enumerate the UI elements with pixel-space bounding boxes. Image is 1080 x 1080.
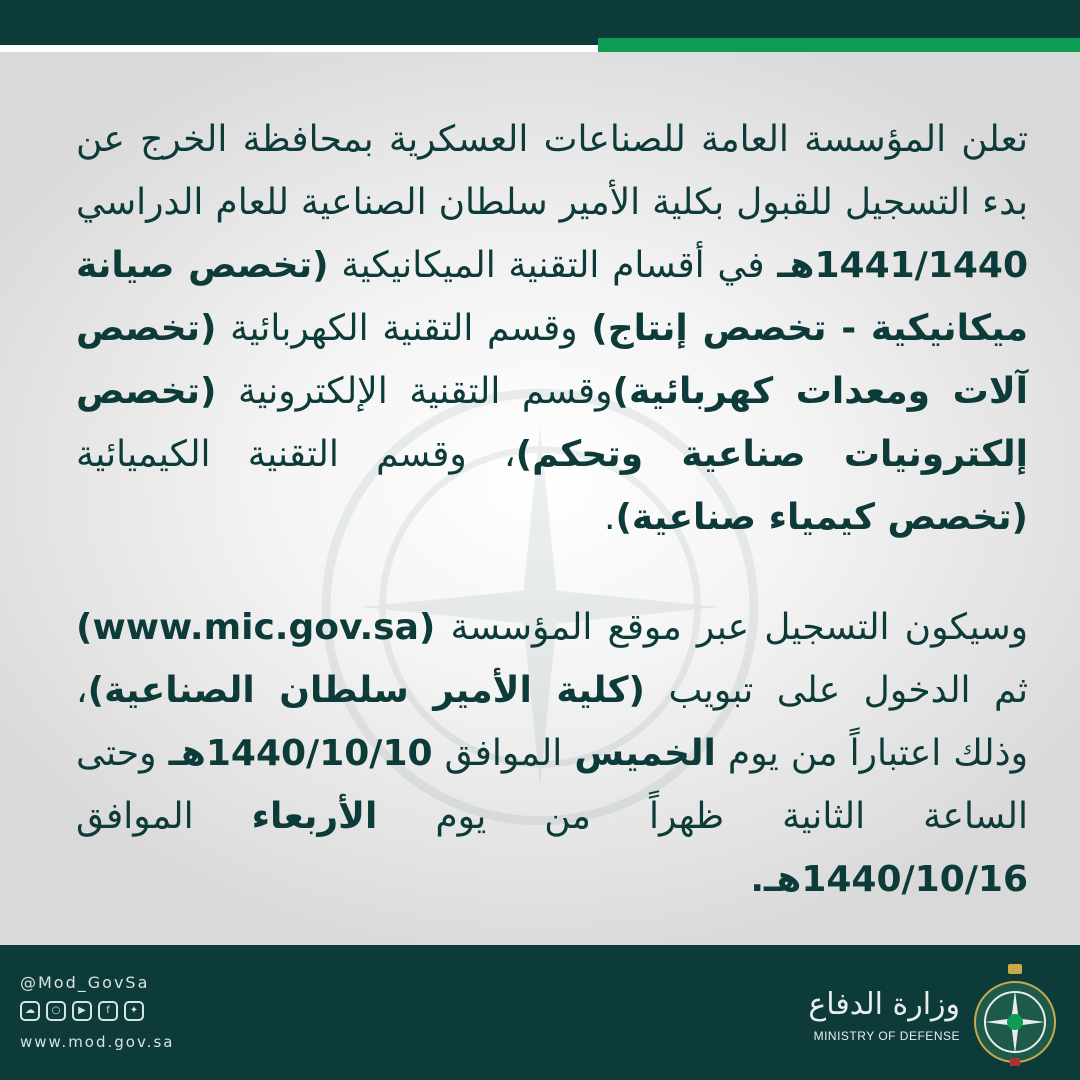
registration-paragraph: وسيكون التسجيل عبر موقع المؤسسة (www.mic.gov.sa) ثم الدخول على تبويب (كلية الأمير سلطان الصناعية)، وذلك اعتباراً من يوم الخميس الموافق 1440/10/10هـ وحتى الساعة الثانية ظهراً من يوم الأربعاء الموافق 1440/10/16هـ.	[76, 607, 1029, 900]
footer	[0, 945, 1080, 1080]
instagram-icon[interactable]: ○	[46, 1001, 66, 1021]
start-day: الخميس	[574, 733, 716, 774]
chemical-specializations: (تخصص كيمياء صناعية)	[615, 497, 1028, 538]
top-accent-bar	[598, 38, 1080, 52]
website-link: (www.mic.gov.sa)	[76, 607, 436, 648]
website-url[interactable]: www.mod.gov.sa	[20, 1033, 175, 1051]
end-day: الأربعاء	[251, 796, 378, 837]
snapchat-icon[interactable]: ☁	[20, 1001, 40, 1021]
social-icons	[20, 1001, 144, 1021]
electrical-specializations: (تخصص آلات ومعدات كهربائية)	[76, 308, 1028, 412]
end-date: 1440/10/16هـ.	[750, 859, 1028, 900]
facebook-icon[interactable]: f	[98, 1001, 118, 1021]
social-handle[interactable]: @Mod_GovSa	[20, 973, 150, 992]
electronics-specializations: (تخصص إلكترونيات صناعية وتحكم)	[76, 371, 1029, 475]
mechanical-specializations: (تخصص صيانة ميكانيكية - تخصص إنتاج)	[76, 245, 1028, 349]
ministry-name-english: MINISTRY OF DEFENSE	[813, 1029, 960, 1043]
announcement-paragraph: تعلن المؤسسة العامة للصناعات العسكرية بمحافظة الخرج عن بدء التسجيل للقبول بكلية الأمير سلطان الصناعية للعام الدراسي 1441/1440هـ في أقسام التقنية الميكانيكية (تخصص صيانة ميكانيكية - تخصص إنتاج) وقسم التقنية الكهربائية (تخصص آلات ومعدات كهربائية)وقسم التقنية الإلكترونية (تخصص إلكترونيات صناعية وتحكم)، وقسم التقنية الكيميائية (تخصص كيمياء صناعية).	[76, 119, 1029, 538]
ministry-name-arabic: وزارة الدفاع	[808, 987, 960, 1022]
academic-year: 1441/1440هـ	[777, 245, 1029, 286]
start-date: 1440/10/10هـ	[168, 733, 433, 774]
youtube-icon[interactable]: ▶	[72, 1001, 92, 1021]
ministry-emblem-icon	[970, 960, 1060, 1070]
twitter-icon[interactable]: ✦	[124, 1001, 144, 1021]
tab-name: (كلية الأمير سلطان الصناعية)	[87, 670, 645, 711]
